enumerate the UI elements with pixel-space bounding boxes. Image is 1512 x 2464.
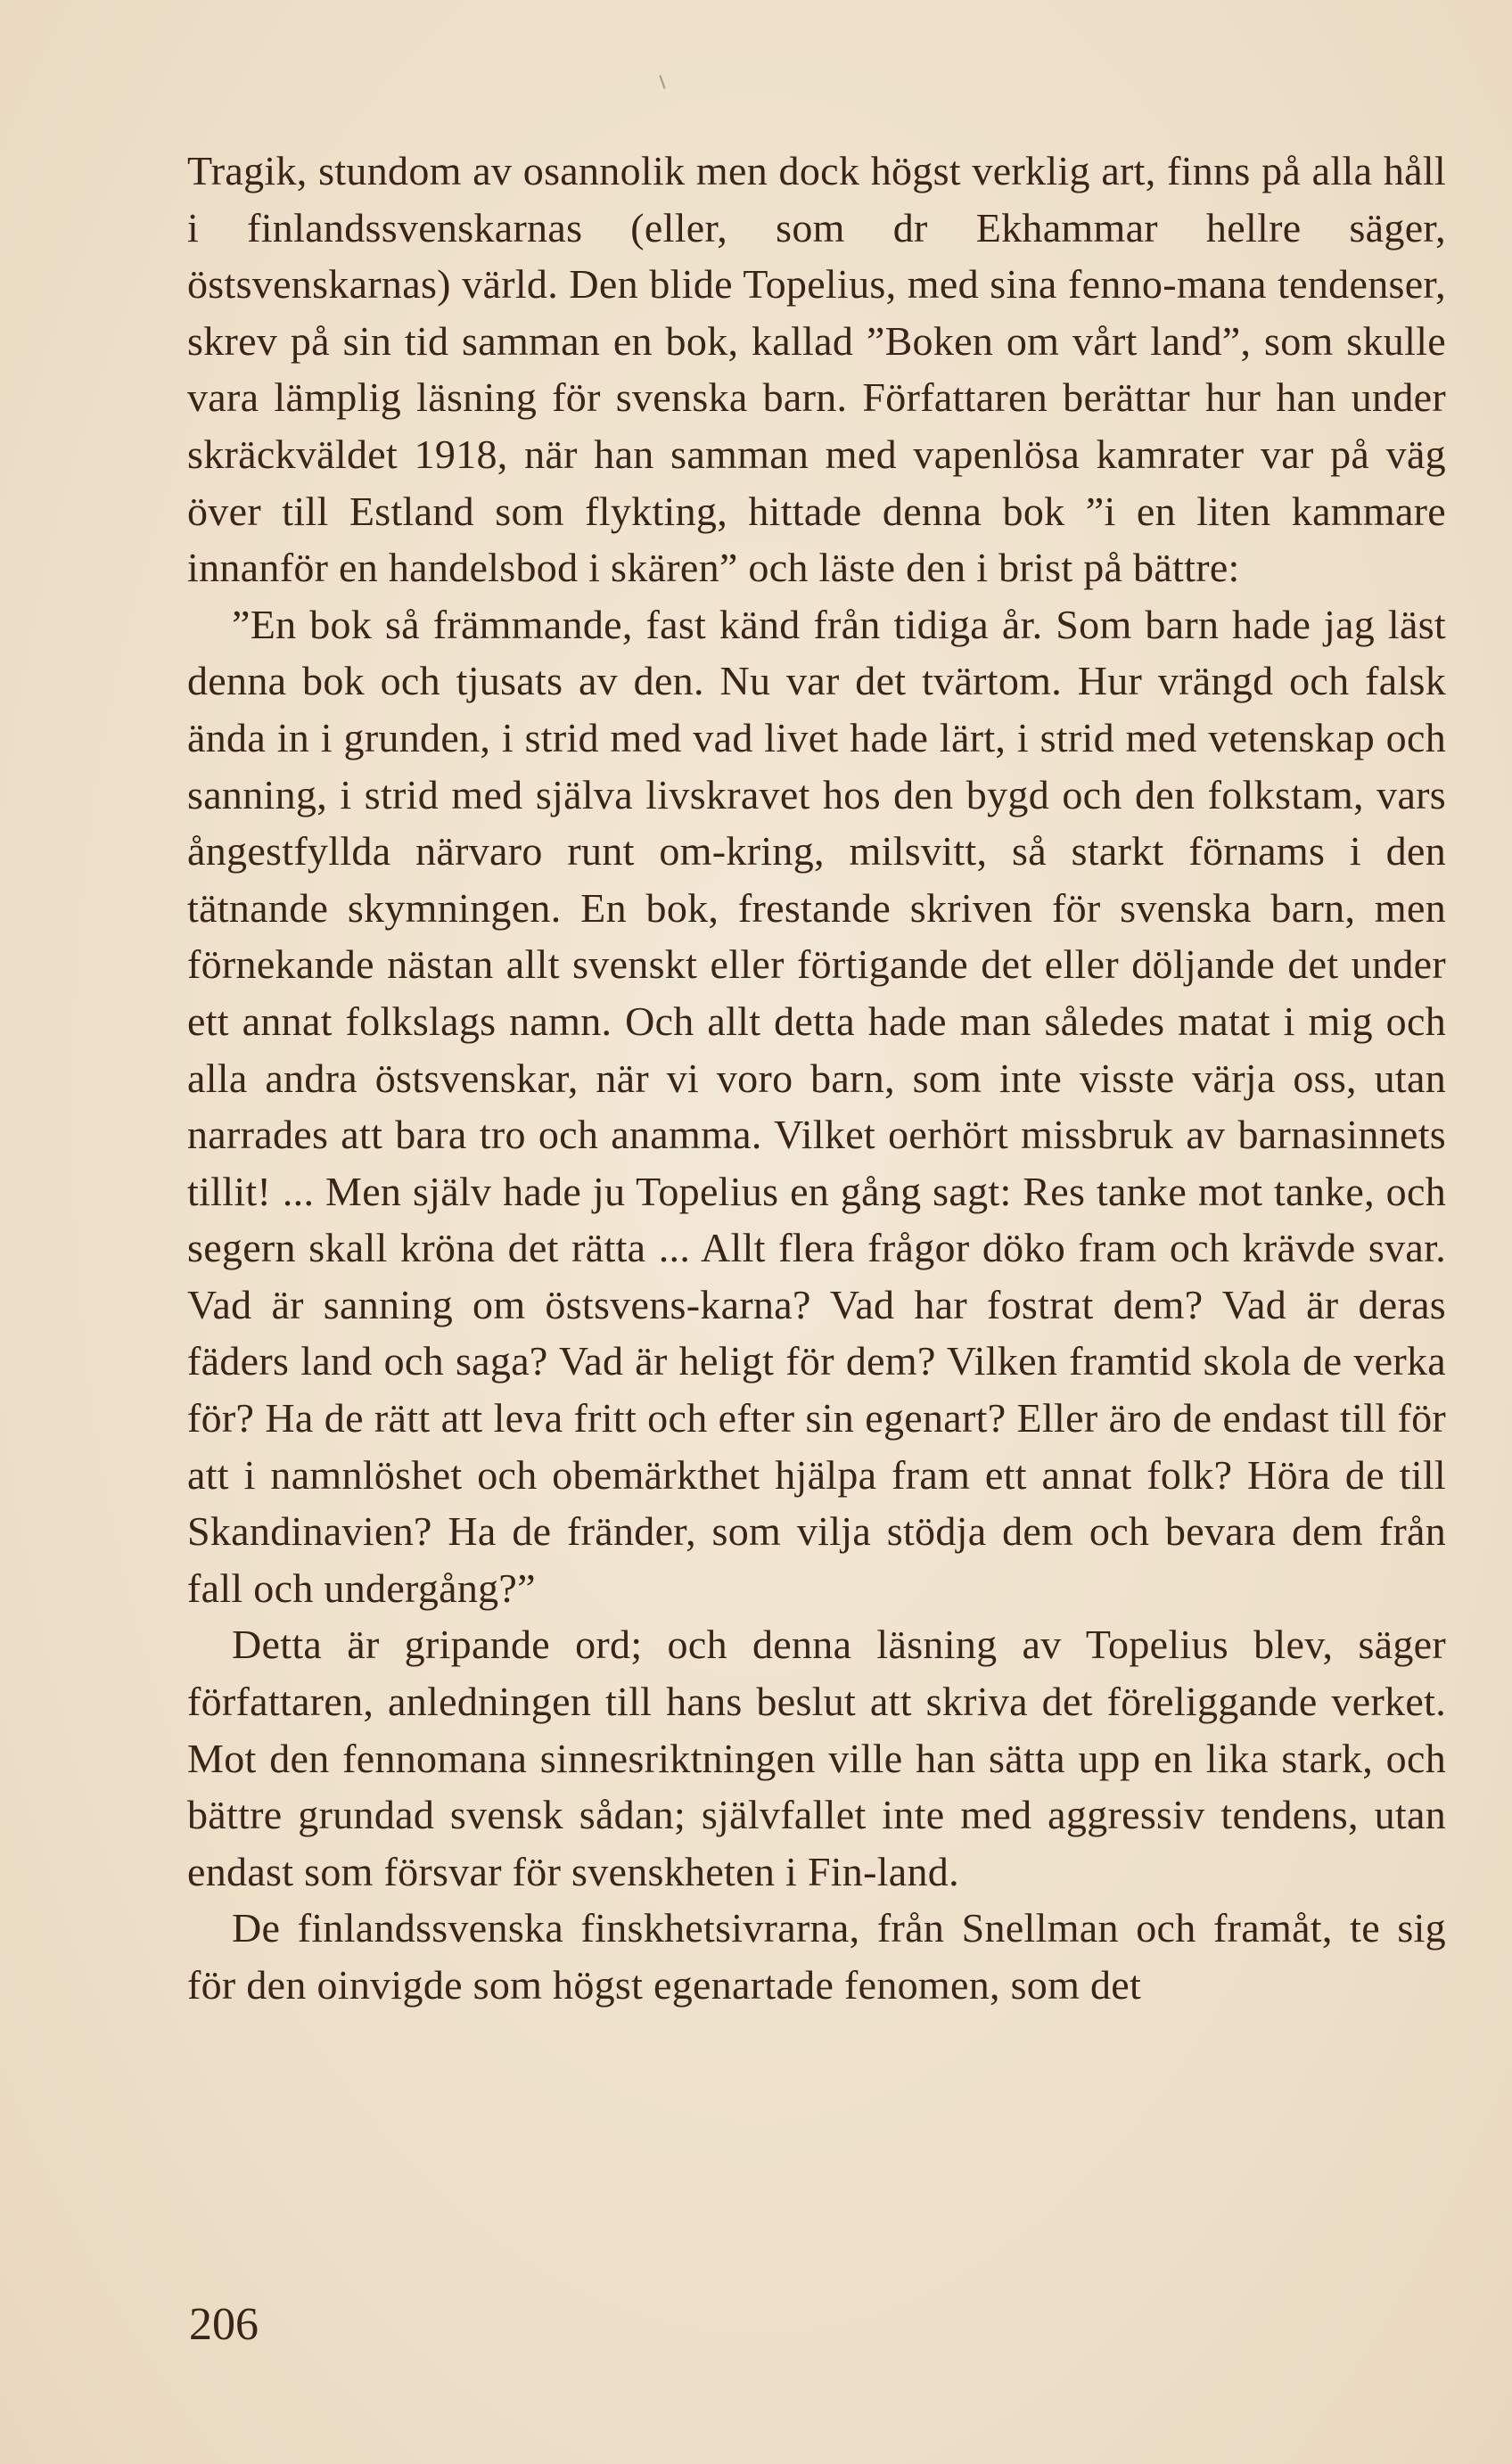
paragraph-4: De finlandssvenska finskhetsivrarna, från Snellman och framåt, te sig för den oinvigde som högst egenartade fenomen, som det [187,1905,1446,2008]
paragraph-2-quotation: ”En bok så främmande, fast känd från tidiga år. Som barn hade jag läst denna bok och tjusats av den. Nu var det tvärtom. Hur vrängd och falsk ända in i grunden, i strid med vad livet hade lärt, i strid med vetenskap och sanning, i strid med själva livskravet hos den bygd och den folkstam, vars ångestfyllda närvaro runt om-kring, milsvitt, så starkt förnams i den tätnande skymningen. En bok, frestande skriven för svenska barn, men förnekande nästan allt svenskt eller förtigande det eller döljande det under ett annat folkslags namn. Och allt detta hade man således matat i mig och alla andra östsvenskar, när vi voro barn, som inte visste värja oss, utan narrades att bara tro och anamma. Vilket oerhört missbruk av barnasinnets tillit! ... Men själv hade ju Topelius en gång sagt: Res tanke mot tanke, och segern skall kröna det rätta ... Allt flera frågor döko fram och krävde svar. Vad är sanning om östsvens-karna? Vad har fostrat dem? Vad är deras fäders land och saga? Vad är heligt för dem? Vilken framtid skola de verka för? Ha de rätt att leva fritt och efter sin egenart? Eller äro de endast till för att i namnlöshet och obemärkthet hjälpa fram ett annat folk? Höra de till Skandinavien? Ha de fränder, som vilja stödja dem och bevara dem från fall och undergång?” [187,601,1446,1611]
body-text [187,143,1446,2014]
paragraph-3: Detta är gripande ord; och denna läsning av Topelius blev, säger författaren, anledningen till hans beslut att skriva det föreliggande verket. Mot den fennomana sinnesriktningen ville han sätta upp en lika stark, och bättre grundad svensk sådan; självfallet inte med aggressiv tendens, utan endast som försvar för svenskheten i Fin-land. [187,1622,1446,1894]
page-number: 206 [189,2299,259,2350]
paper-speck [659,75,665,89]
paragraph-1: Tragik, stundom av osannolik men dock högst verklig art, finns på alla håll i finlandssvenskarnas (eller, som dr Ekhammar hellre säger, östsvenskarnas) värld. Den blide Topelius, med sina fenno-mana tendenser, skrev på sin tid samman en bok, kallad ”Boken om vårt land”, som skulle vara lämplig läsning för svenska barn. Författaren berättar hur han under skräckväldet 1918, när han samman med vapenlösa kamrater var på väg över till Estland som flykting, hittade denna bok ”i en liten kammare innanför en handelsbod i skären” och läste den i brist på bättre: [187,148,1446,591]
